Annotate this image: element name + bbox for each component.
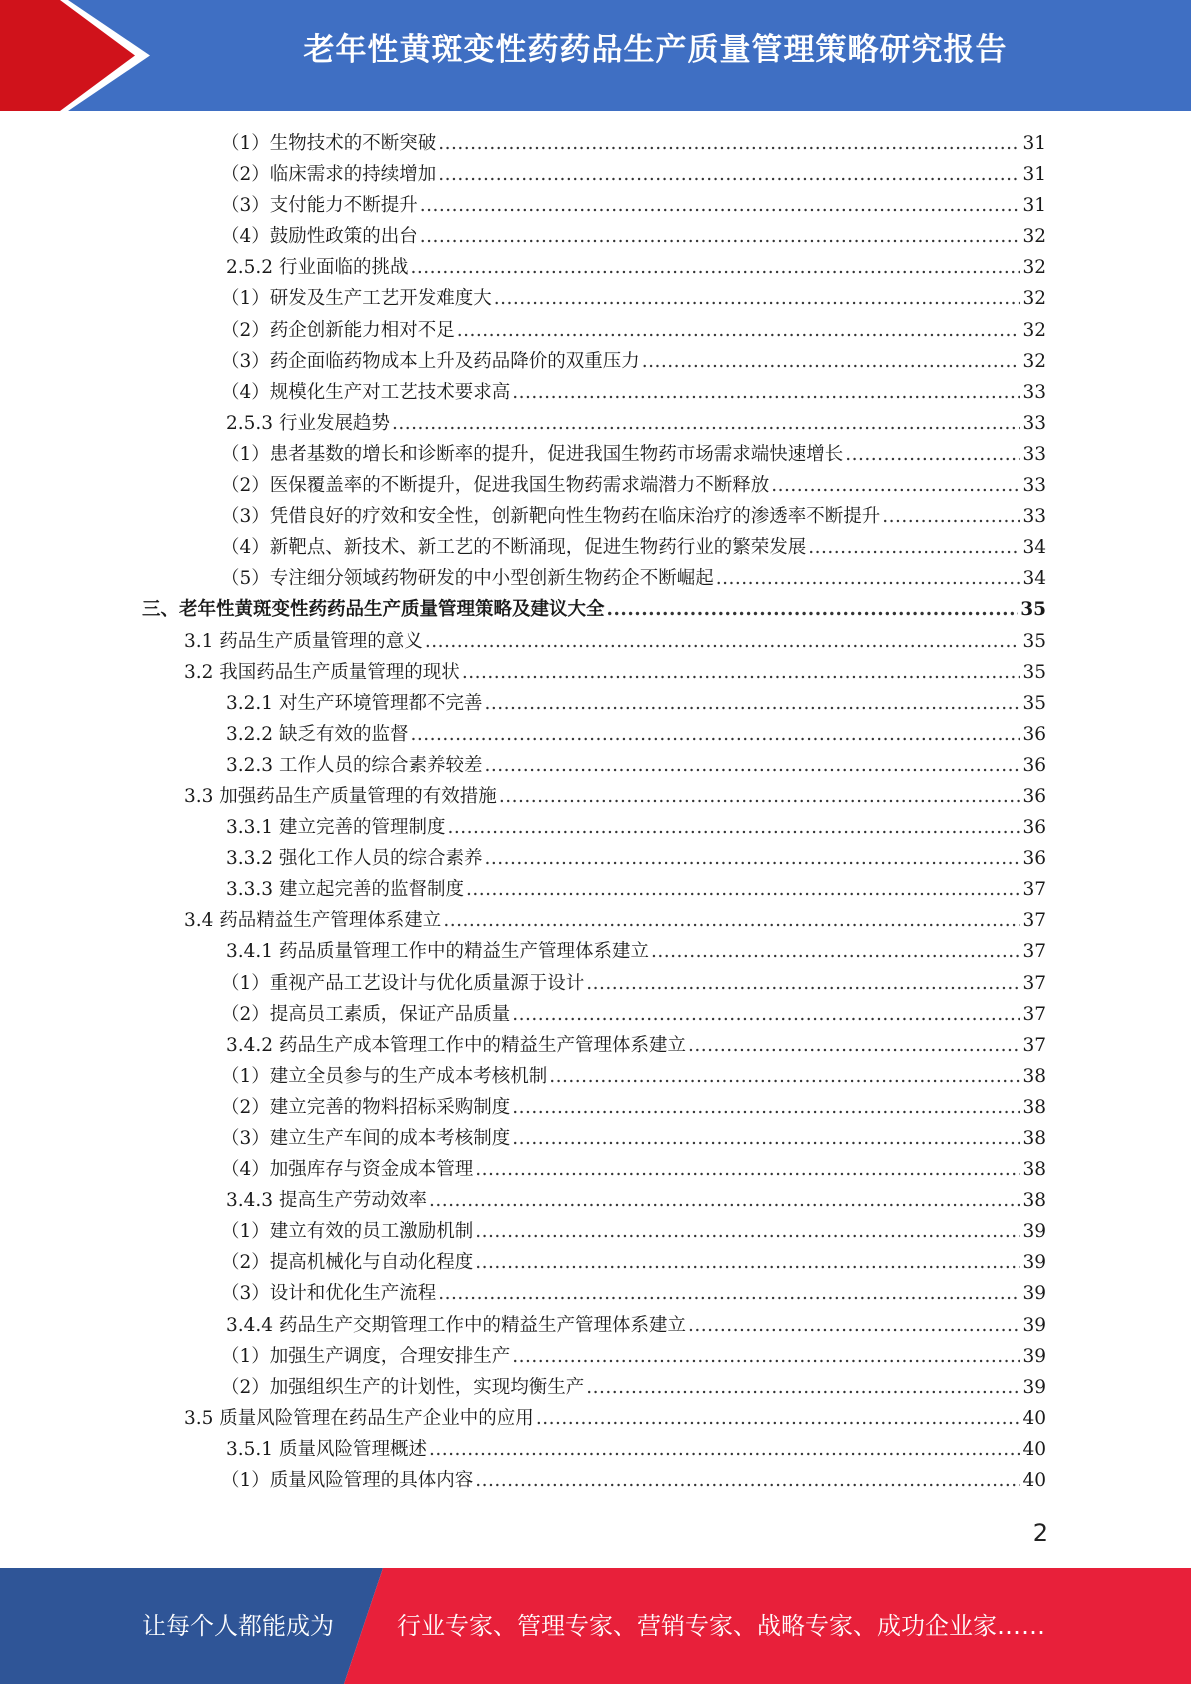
toc-entry-page: 39 xyxy=(1022,1345,1046,1367)
toc-leader-dots xyxy=(429,1434,1020,1465)
toc-leader-dots xyxy=(512,999,1020,1030)
toc-entry[interactable] xyxy=(0,1185,1191,1216)
toc-entry-page: 39 xyxy=(1022,1221,1046,1243)
toc-leader-dots xyxy=(475,1216,1020,1247)
toc-entry[interactable] xyxy=(0,936,1191,967)
toc-entry-label: 3.4.1 药品质量管理工作中的精益生产管理体系建立 xyxy=(226,941,649,963)
toc-entry-page: 35 xyxy=(1020,599,1046,621)
toc-entry-label: 2.5.2 行业面临的挑战 xyxy=(226,257,409,279)
toc-entry-label: （2）提高机械化与自动化程度 xyxy=(221,1252,474,1274)
toc-entry[interactable] xyxy=(0,1310,1191,1341)
toc-entry-page: 39 xyxy=(1022,1376,1046,1398)
toc-entry[interactable] xyxy=(0,408,1191,439)
toc-entry-label: （1）重视产品工艺设计与优化质量源于设计 xyxy=(221,972,585,994)
toc-entry[interactable] xyxy=(0,1092,1191,1123)
toc-entry-page: 32 xyxy=(1022,257,1046,279)
toc-entry-label: 3.5 质量风险管理在药品生产企业中的应用 xyxy=(184,1407,534,1429)
toc-entry[interactable] xyxy=(0,346,1191,377)
toc-entry[interactable] xyxy=(0,1030,1191,1061)
toc-leader-dots xyxy=(443,905,1020,936)
toc-leader-dots xyxy=(651,936,1020,967)
toc-entry[interactable] xyxy=(0,1278,1191,1309)
toc-entry-label: （3）药企面临药物成本上升及药品降价的双重压力 xyxy=(221,350,640,372)
toc-entry[interactable] xyxy=(0,221,1191,252)
toc-entry-label: （4）规模化生产对工艺技术要求高 xyxy=(221,381,511,403)
toc-entry-page: 36 xyxy=(1022,848,1046,870)
toc-entry[interactable] xyxy=(0,626,1191,657)
toc-leader-dots xyxy=(392,408,1020,439)
toc-entry-page: 31 xyxy=(1022,195,1046,217)
toc-entry-page: 32 xyxy=(1022,288,1046,310)
toc-entry[interactable] xyxy=(0,999,1191,1030)
toc-entry[interactable] xyxy=(0,1372,1191,1403)
toc-entry-label: 3.4.4 药品生产交期管理工作中的精益生产管理体系建立 xyxy=(226,1314,686,1336)
toc-entry[interactable] xyxy=(0,657,1191,688)
toc-entry-label: 3.4.3 提高生产劳动效率 xyxy=(226,1190,427,1212)
toc-entry-page: 39 xyxy=(1022,1314,1046,1336)
toc-entry-label: 3.2.3 工作人员的综合素养较差 xyxy=(226,754,483,776)
toc-leader-dots xyxy=(499,781,1021,812)
toc-leader-dots xyxy=(688,1310,1020,1341)
toc-entry-label: 3.3.1 建立完善的管理制度 xyxy=(226,817,446,839)
toc-entry-page: 38 xyxy=(1022,1065,1046,1087)
toc-entry-page: 35 xyxy=(1022,692,1046,714)
toc-entry[interactable] xyxy=(0,750,1191,781)
toc-leader-dots xyxy=(716,563,1021,594)
page-number: 2 xyxy=(1032,1519,1048,1547)
toc-entry-label: 3.3.3 建立起完善的监督制度 xyxy=(226,879,464,901)
toc-leader-dots xyxy=(845,439,1020,470)
toc-entry-page: 37 xyxy=(1022,879,1046,901)
toc-entry-label: 3.3 加强药品生产质量管理的有效措施 xyxy=(184,785,497,807)
toc-leader-dots xyxy=(494,283,1021,314)
toc-entry-label: 3.2.1 对生产环境管理都不完善 xyxy=(226,692,483,714)
toc-entry-page: 33 xyxy=(1022,381,1046,403)
toc-leader-dots xyxy=(512,1092,1020,1123)
toc-entry-page: 35 xyxy=(1022,661,1046,683)
toc-entry[interactable] xyxy=(0,812,1191,843)
toc-entry[interactable] xyxy=(0,1341,1191,1372)
toc-entry[interactable] xyxy=(0,190,1191,221)
toc-entry-page: 31 xyxy=(1022,164,1046,186)
toc-entry-label: （4）新靶点、新技术、新工艺的不断涌现，促进生物药行业的繁荣发展 xyxy=(221,537,807,559)
toc-entry-page: 40 xyxy=(1022,1438,1046,1460)
toc-leader-dots xyxy=(512,1341,1020,1372)
toc-entry[interactable] xyxy=(0,1123,1191,1154)
toc-leader-dots xyxy=(410,252,1020,283)
toc-entry[interactable] xyxy=(0,283,1191,314)
toc-entry-label: 3.1 药品生产质量管理的意义 xyxy=(184,630,423,652)
toc-entry-label: （3）凭借良好的疗效和安全性，创新靶向性生物药在临床治疗的渗透率不断提升 xyxy=(221,506,881,528)
toc-leader-dots xyxy=(410,719,1020,750)
toc-entry[interactable] xyxy=(0,1154,1191,1185)
toc-leader-dots xyxy=(447,812,1020,843)
toc-leader-dots xyxy=(586,1372,1020,1403)
toc-entry[interactable] xyxy=(0,377,1191,408)
toc-entry[interactable] xyxy=(0,128,1191,159)
footer-slogan-right: 行业专家、管理专家、营销专家、战略专家、成功企业家…… xyxy=(397,1612,1045,1640)
toc-entry[interactable] xyxy=(0,501,1191,532)
toc-leader-dots xyxy=(484,688,1020,719)
toc-entry-label: （3）建立生产车间的成本考核制度 xyxy=(221,1128,511,1149)
toc-entry-page: 37 xyxy=(1022,941,1046,963)
toc-leader-dots xyxy=(438,128,1020,159)
toc-entry[interactable] xyxy=(0,874,1191,905)
toc-entry-label: 2.5.3 行业发展趋势 xyxy=(226,412,390,434)
toc-entry-page: 38 xyxy=(1022,1128,1046,1149)
toc-leader-dots xyxy=(586,968,1020,999)
toc-entry-page: 32 xyxy=(1022,319,1046,341)
toc-entry[interactable] xyxy=(0,532,1191,563)
toc-entry-label: 3.5.1 质量风险管理概述 xyxy=(226,1438,427,1460)
toc-entry-label: （1）质量风险管理的具体内容 xyxy=(221,1470,474,1492)
toc-entry[interactable] xyxy=(0,843,1191,874)
toc-leader-dots xyxy=(607,594,1019,625)
toc-entry-label: （1）加强生产调度，合理安排生产 xyxy=(221,1345,511,1367)
toc-entry-page: 38 xyxy=(1022,1190,1046,1212)
toc-entry[interactable] xyxy=(0,968,1191,999)
toc-leader-dots xyxy=(484,750,1020,781)
toc-leader-dots xyxy=(438,1278,1020,1309)
toc-entry-label: （5）专注细分领域药物研发的中小型创新生物药企不断崛起 xyxy=(221,568,714,590)
toc-leader-dots xyxy=(688,1030,1020,1061)
toc-entry-label: （4）加强库存与资金成本管理 xyxy=(221,1159,474,1181)
toc-leader-dots xyxy=(808,532,1020,563)
page-header xyxy=(0,0,1191,111)
toc-entry-page: 38 xyxy=(1022,1159,1046,1181)
toc-leader-dots xyxy=(512,1123,1020,1154)
table-of-contents xyxy=(0,128,1191,1496)
toc-entry[interactable] xyxy=(0,315,1191,346)
toc-entry[interactable] xyxy=(0,688,1191,719)
toc-entry-page: 31 xyxy=(1022,133,1046,154)
toc-entry-label: （1）建立有效的员工激励机制 xyxy=(221,1221,474,1243)
toc-leader-dots xyxy=(425,626,1021,657)
toc-entry-label: 3.4.2 药品生产成本管理工作中的精益生产管理体系建立 xyxy=(226,1034,686,1056)
toc-entry-page: 37 xyxy=(1022,910,1046,932)
toc-entry-page: 32 xyxy=(1022,350,1046,372)
toc-entry-label: 3.2 我国药品生产质量管理的现状 xyxy=(184,661,460,683)
toc-entry[interactable] xyxy=(0,159,1191,190)
toc-entry-label: （2）药企创新能力相对不足 xyxy=(221,319,455,341)
toc-entry[interactable] xyxy=(0,439,1191,470)
toc-leader-dots xyxy=(512,377,1020,408)
toc-entry-page: 35 xyxy=(1022,630,1046,652)
footer-slogan-left: 让每个人都能成为 xyxy=(142,1612,334,1640)
toc-entry-label: （2）建立完善的物料招标采购制度 xyxy=(221,1096,511,1118)
toc-entry[interactable] xyxy=(0,781,1191,812)
toc-leader-dots xyxy=(536,1403,1021,1434)
toc-leader-dots xyxy=(429,1185,1020,1216)
toc-entry[interactable] xyxy=(0,470,1191,501)
toc-entry-label: （3）支付能力不断提升 xyxy=(221,195,418,217)
toc-entry-label: 三、老年性黄斑变性药药品生产质量管理策略及建议大全 xyxy=(142,599,605,621)
toc-entry-label: （1）生物技术的不断突破 xyxy=(221,133,437,154)
toc-entry[interactable] xyxy=(0,1434,1191,1465)
toc-entry-page: 33 xyxy=(1022,475,1046,497)
toc-entry-page: 36 xyxy=(1022,817,1046,839)
toc-entry[interactable] xyxy=(0,1216,1191,1247)
toc-entry-label: （1）研发及生产工艺开发难度大 xyxy=(221,288,492,310)
toc-entry-page: 34 xyxy=(1022,537,1046,559)
toc-entry[interactable] xyxy=(0,1403,1191,1434)
toc-entry-page: 37 xyxy=(1022,1034,1046,1056)
toc-leader-dots xyxy=(462,657,1021,688)
toc-leader-dots xyxy=(466,874,1020,905)
toc-entry[interactable] xyxy=(0,719,1191,750)
toc-entry-page: 40 xyxy=(1022,1470,1046,1492)
toc-leader-dots xyxy=(420,190,1021,221)
toc-entry-page: 33 xyxy=(1022,412,1046,434)
toc-entry-page: 39 xyxy=(1022,1252,1046,1274)
toc-leader-dots xyxy=(549,1061,1020,1092)
toc-entry-page: 36 xyxy=(1022,723,1046,745)
toc-entry-page: 37 xyxy=(1022,1003,1046,1025)
toc-leader-dots xyxy=(475,1154,1020,1185)
toc-entry-label: （2）医保覆盖率的不断提升，促进我国生物药需求端潜力不断释放 xyxy=(221,475,770,497)
toc-leader-dots xyxy=(457,315,1021,346)
toc-leader-dots xyxy=(771,470,1020,501)
toc-entry-label: （1）建立全员参与的生产成本考核机制 xyxy=(221,1065,548,1087)
toc-entry-page: 36 xyxy=(1022,754,1046,776)
toc-entry-label: （2）加强组织生产的计划性，实现均衡生产 xyxy=(221,1376,585,1398)
toc-entry-page: 40 xyxy=(1022,1407,1046,1429)
toc-entry-label: （2）提高员工素质，保证产品质量 xyxy=(221,1003,511,1025)
toc-entry-label: 3.4 药品精益生产管理体系建立 xyxy=(184,910,442,932)
toc-leader-dots xyxy=(475,1247,1020,1278)
toc-entry-label: （4）鼓励性政策的出台 xyxy=(221,226,418,248)
toc-entry-page: 34 xyxy=(1022,568,1046,590)
toc-leader-dots xyxy=(484,843,1020,874)
report-title: 老年性黄斑变性药药品生产质量管理策略研究报告 xyxy=(303,32,1008,68)
toc-entry[interactable] xyxy=(0,1247,1191,1278)
toc-leader-dots xyxy=(438,159,1020,190)
toc-entry[interactable] xyxy=(0,905,1191,936)
toc-entry-label: （2）临床需求的持续增加 xyxy=(221,164,437,186)
toc-entry[interactable] xyxy=(0,252,1191,283)
toc-entry-page: 36 xyxy=(1022,785,1046,807)
toc-entry[interactable] xyxy=(0,1465,1191,1496)
page-footer xyxy=(0,1568,1191,1684)
toc-entry-label: （3）设计和优化生产流程 xyxy=(221,1283,437,1305)
toc-leader-dots xyxy=(420,221,1021,252)
toc-entry-page: 33 xyxy=(1022,443,1046,465)
toc-entry-page: 32 xyxy=(1022,226,1046,248)
toc-entry-page: 37 xyxy=(1022,972,1046,994)
toc-entry-label: （1）患者基数的增长和诊断率的提升，促进我国生物药市场需求端快速增长 xyxy=(221,443,844,465)
toc-entry-page: 39 xyxy=(1022,1283,1046,1305)
toc-entry[interactable] xyxy=(0,1061,1191,1092)
toc-entry-page: 33 xyxy=(1022,506,1046,528)
toc-entry-page: 38 xyxy=(1022,1096,1046,1118)
toc-entry[interactable] xyxy=(0,563,1191,594)
toc-entry-label: 3.3.2 强化工作人员的综合素养 xyxy=(226,848,483,870)
toc-leader-dots xyxy=(475,1465,1020,1496)
toc-leader-dots xyxy=(882,501,1020,532)
toc-entry[interactable] xyxy=(0,594,1191,625)
toc-entry-label: 3.2.2 缺乏有效的监督 xyxy=(226,723,409,745)
toc-leader-dots xyxy=(642,346,1021,377)
